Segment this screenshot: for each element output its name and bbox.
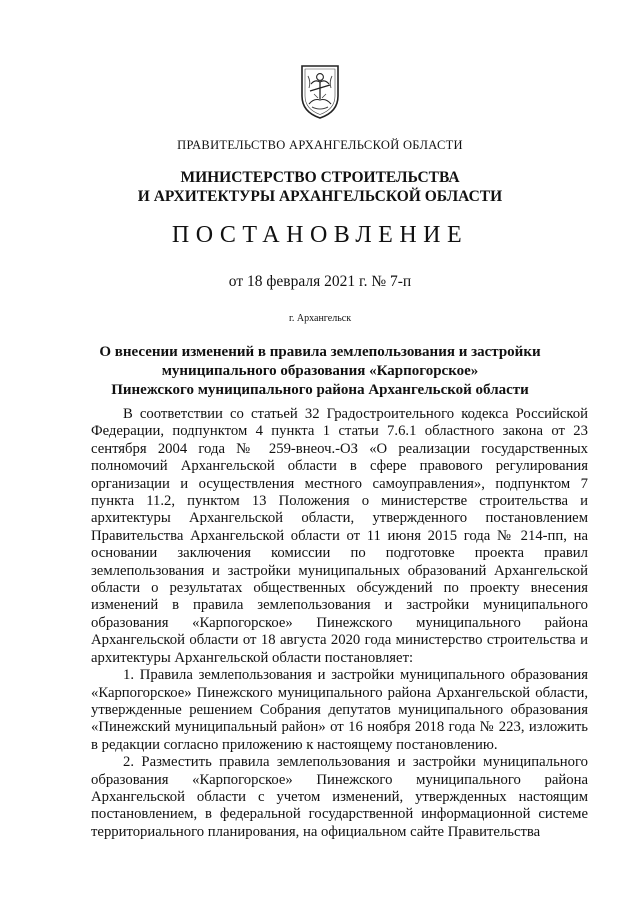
document-date-number: от 18 февраля 2021 г. № 7-п — [228, 273, 412, 290]
body-paragraph-item-2: 2. Разместить правила землепользования и застройки муниципального образования «Карпогорское» Пинежского муниципального района Архангельской области с учетом изменений, утвержденных настоящим постановлением, в федеральной государственной информационной системе территориального планирования, на официальном сайте Правительства — [91, 754, 588, 840]
document-subject — [60, 343, 580, 400]
coat-of-arms-icon — [299, 62, 341, 120]
ministry-name — [60, 168, 580, 206]
ministry-name-line-2: И АРХИТЕКТУРЫ АРХАНГЕЛЬСКОЙ ОБЛАСТИ — [137, 188, 503, 205]
body-paragraph-item-1: 1. Правила землепользования и застройки муниципального образования «Карпогорское» Пинежского муниципального района Архангельской области, утвержденные решением Собрания депутатов муниципального образования «Пинежский муниципальный район» от 16 ноября 2018 года № 223, изложить в редакции согласно приложению к настоящему постановлению. — [91, 667, 588, 753]
document-type-title: ПОСТАНОВЛЕНИЕ — [171, 222, 469, 248]
document-body — [91, 406, 588, 841]
document-subject-line-2: муниципального образования «Карпогорское» — [161, 363, 479, 379]
document-subject-line-1: О внесении изменений в правила землепользования и застройки — [99, 344, 541, 360]
body-paragraph-preamble: В соответствии со статьей 32 Градостроительного кодекса Российской Федерации, подпунктом 4 пункта 1 статьи 7.6.1 областного закона от 23 сентября 2004 года № 259-внеоч.-ОЗ «О реализации государственных полномочий Архангельской области в сфере правового регулирования организации и осуществления местного самоуправления», подпунктом 7 пункта 11.2, пунктом 13 Положения о министерстве строительства и архитектуры Архангельской области, утвержденного постановлением Правительства Архангельской области от 11 июня 2015 года № 214-пп, на основании заключения комиссии по подготовке проекта правил землепользования и застройки муниципальных образований Архангельской области о результатах общественных обсуждений по проекту внесения изменений в правила землепользования и застройки муниципального образования «Карпогорское» Пинежского муниципального района Архангельской области от 18 августа 2020 года министерство строительства и архитектуры Архангельской области постановляет: — [91, 406, 588, 666]
ministry-name-line-1: МИНИСТЕРСТВО СТРОИТЕЛЬСТВА — [180, 169, 460, 186]
government-name: ПРАВИТЕЛЬСТВО АРХАНГЕЛЬСКОЙ ОБЛАСТИ — [177, 138, 463, 152]
document-subject-line-3: Пинежского муниципального района Архангельской области — [111, 382, 529, 398]
document-city: г. Архангельск — [288, 313, 352, 324]
